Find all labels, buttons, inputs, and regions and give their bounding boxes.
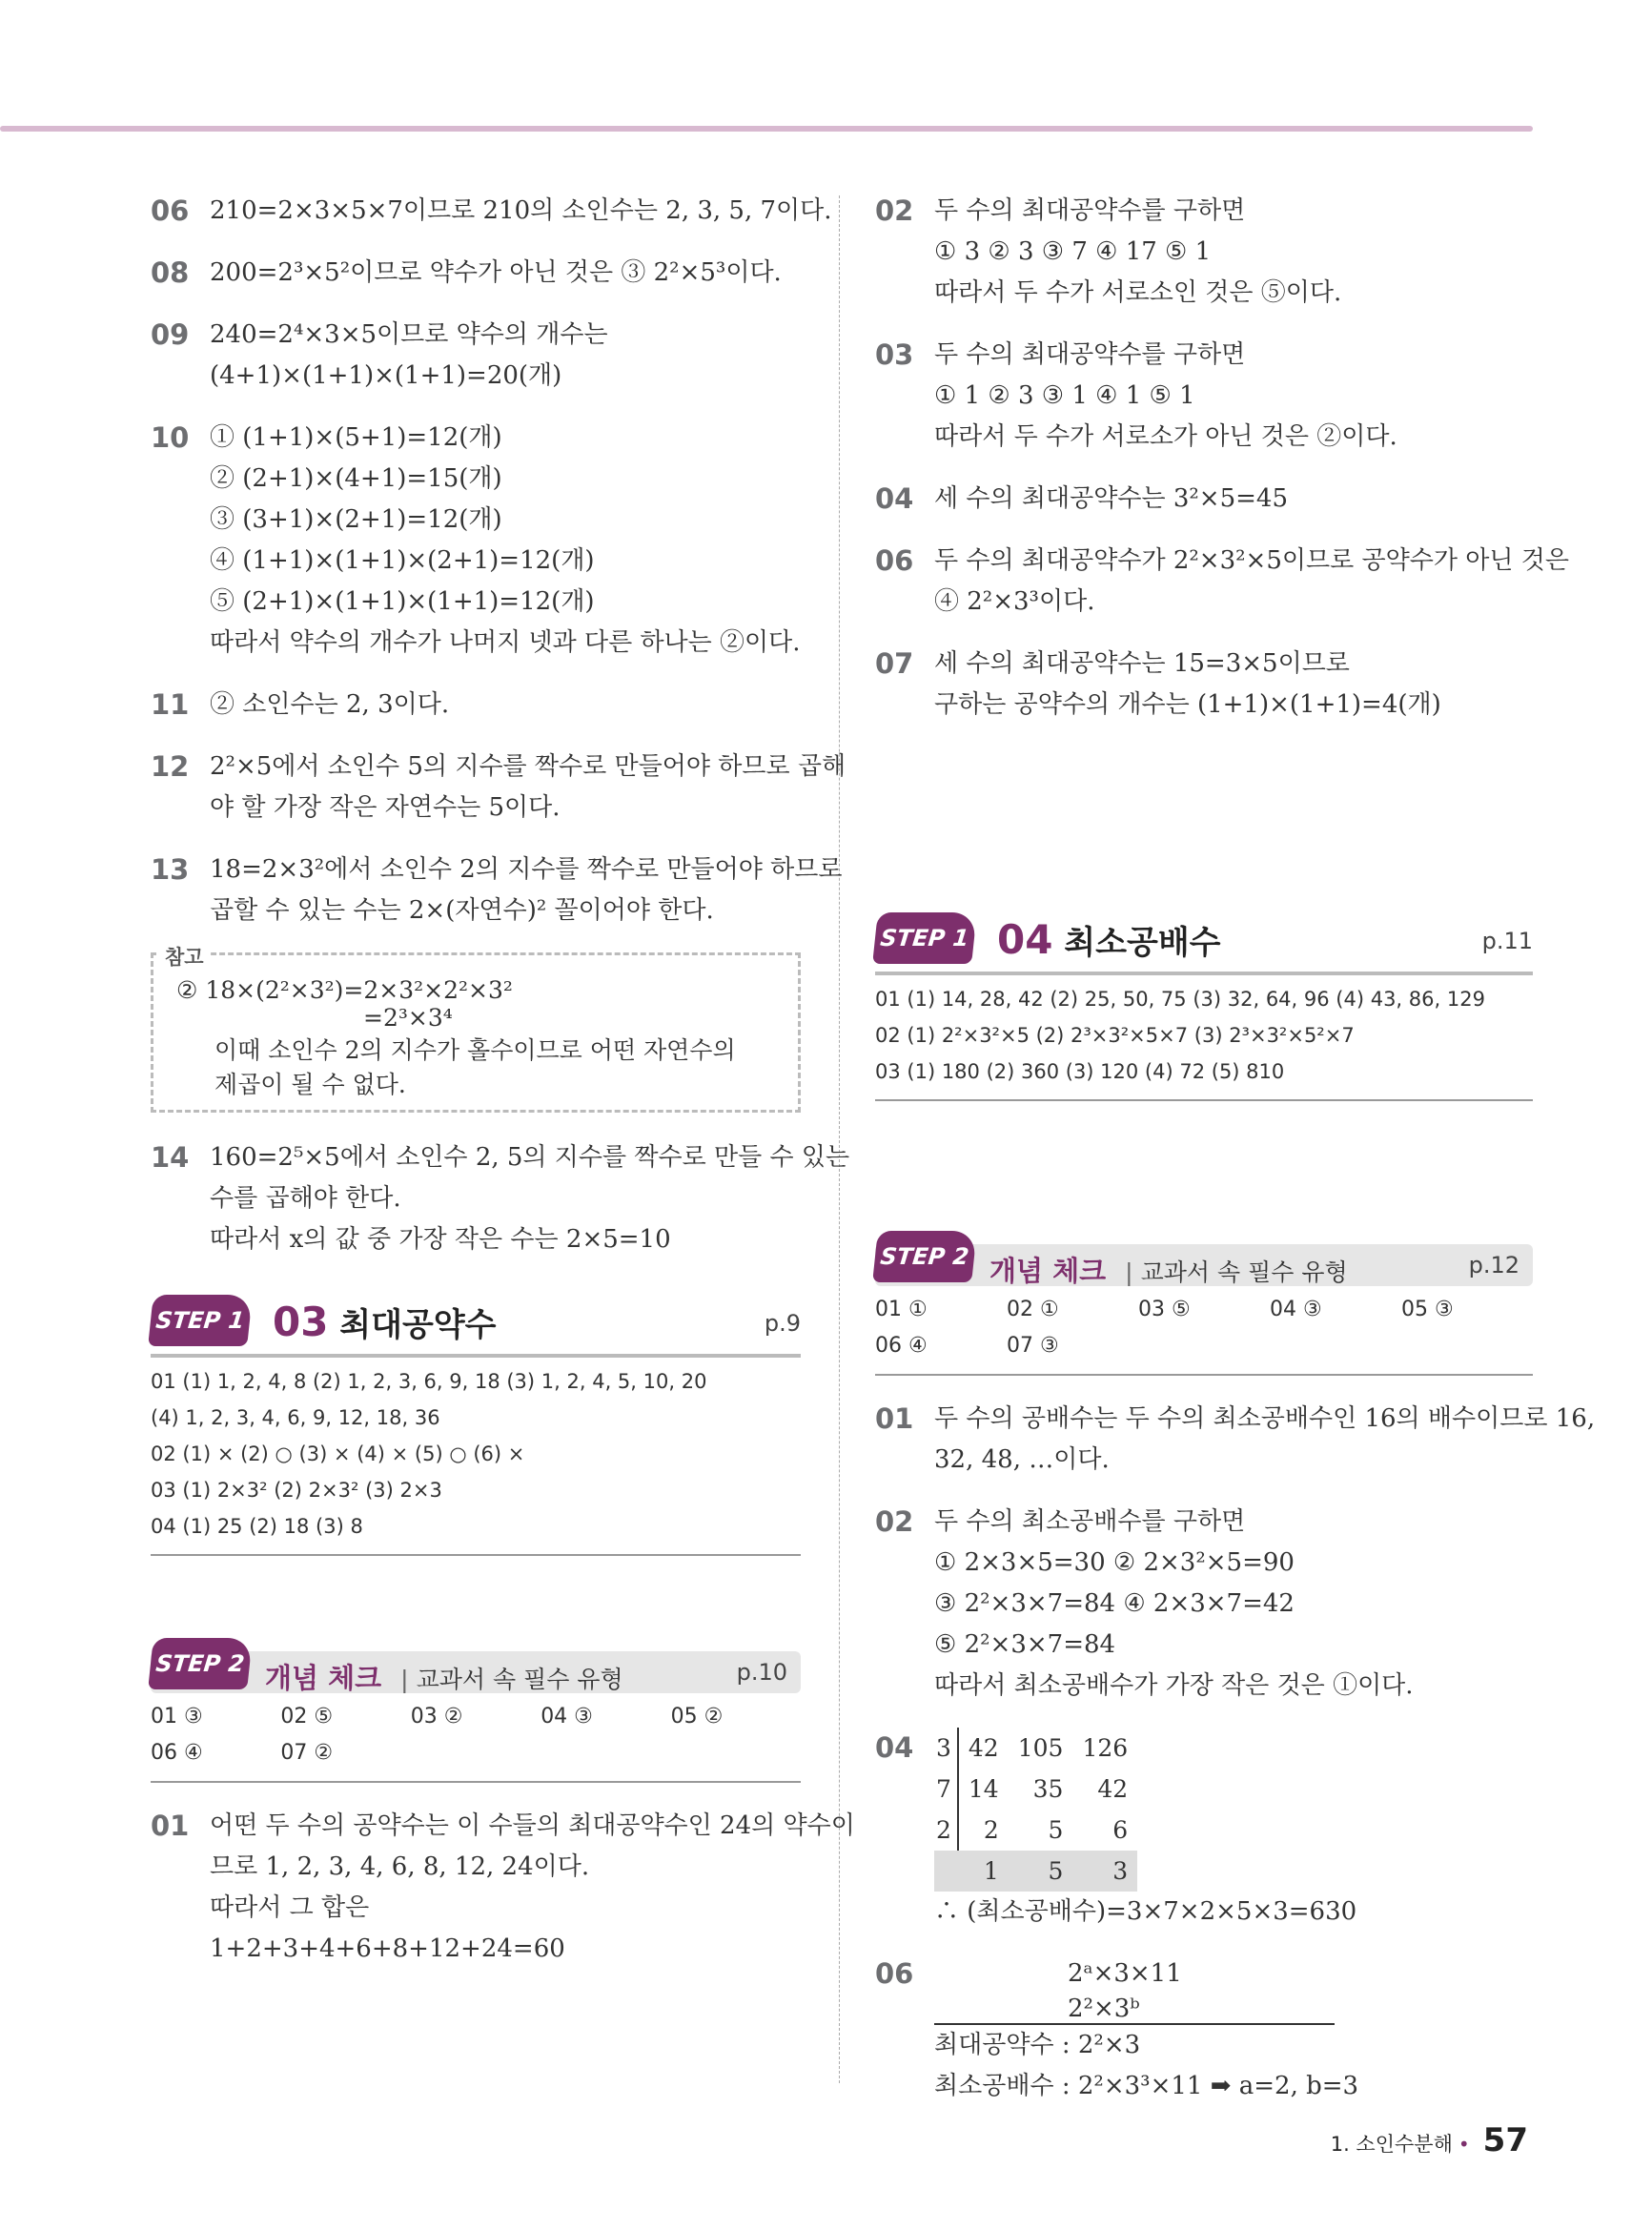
page-footer <box>1331 2121 1528 2159</box>
answer-line: 02 (1) 2²×3²×5 (2) 2³×3²×5×7 (3) 2³×3²×5²×7 <box>875 1024 1355 1047</box>
problem-line: 160=2⁵×5에서 소인수 2, 5의 지수를 짝수로 만들 수 있는 <box>210 1143 850 1172</box>
problem-line: 최소공배수 : 2²×3³×11 ➡ a=2, b=3 <box>934 2072 1359 2100</box>
problem-06 <box>151 191 832 232</box>
problem-number: 06 <box>151 194 190 227</box>
answer-item: 07 ③ <box>1007 1334 1059 1358</box>
answer-line: 02 (1) × (2) ○ (3) × (4) × (5) ○ (6) × <box>151 1442 525 1465</box>
answer-item: 01 ① <box>875 1298 928 1321</box>
problem-line: 2ᵃ×3×11 <box>1068 1959 1182 1988</box>
note-tag: 참고 <box>159 942 210 971</box>
problem-line: ② 소인수는 2, 3이다. <box>210 690 450 719</box>
problem-line: 두 수의 최대공약수를 구하면 <box>934 340 1246 369</box>
answer-item: 07 ② <box>280 1741 334 1765</box>
quotient-cell: 5 <box>1009 1851 1073 1892</box>
section-rule <box>875 972 1533 975</box>
section-page-ref: p.9 <box>764 1310 801 1337</box>
answer-item: 04 ③ <box>540 1705 593 1729</box>
problem-01 <box>151 1806 855 1970</box>
problem-number: 06 <box>875 1957 914 1990</box>
right-problems-2 <box>875 1399 1596 1707</box>
answer-item: 02 ① <box>1007 1298 1059 1321</box>
problem-line: 두 수의 최대공약수를 구하면 <box>934 196 1246 225</box>
problem-06 <box>875 1954 1533 2107</box>
page-number: 57 <box>1482 2121 1528 2159</box>
problem-04 <box>875 479 1533 520</box>
problem-number: 01 <box>875 1402 914 1435</box>
problem-line: ① 3 ② 3 ③ 7 ④ 17 ⑤ 1 <box>934 237 1212 266</box>
problem-14 <box>151 1137 850 1260</box>
answer-grid-04 <box>875 1286 1533 1376</box>
answer-line: 04 (1) 25 (2) 18 (3) 8 <box>151 1515 363 1538</box>
answer-list-04 <box>875 975 1533 1101</box>
problem-07 <box>875 644 1533 726</box>
problem-number: 04 <box>875 1731 914 1764</box>
step2-title: 개념 체크 | 교과서 속 필수 유형 <box>989 1255 1348 1287</box>
answer-item: 06 ④ <box>151 1741 203 1765</box>
divisor-cell: 7 <box>934 1769 958 1810</box>
problem-number: 01 <box>151 1810 190 1842</box>
problem-line: 어떤 두 수의 공약수는 이 수들의 최대공약수인 24의 약수이 <box>210 1811 855 1840</box>
answer-item: 02 ⑤ <box>280 1705 334 1729</box>
dividend-cell: 126 <box>1082 1734 1129 1762</box>
section-header-04 <box>875 907 1533 975</box>
problem-line: ③ 2²×3×7=84 ④ 2×3×7=42 <box>934 1589 1295 1618</box>
answer-line: (4) 1, 2, 3, 4, 6, 9, 12, 18, 36 <box>151 1406 440 1429</box>
problem-number: 02 <box>875 194 914 227</box>
section-header-04-step2 <box>875 1244 1533 1286</box>
problem-line: 따라서 그 합은 <box>210 1893 370 1922</box>
problem-number: 11 <box>151 688 190 721</box>
problem-03 <box>875 335 1533 458</box>
problem-line: 최대공약수 : 2²×3 <box>934 2031 1141 2059</box>
note-line: 제곱이 될 수 없다. <box>214 1071 406 1098</box>
problem-line: 2²×3ᵇ <box>934 1995 1335 2025</box>
problem-number: 12 <box>151 750 190 783</box>
section-title: 04 최소공배수 <box>997 916 1221 963</box>
problem-line: ① (1+1)×(5+1)=12(개) <box>210 423 502 452</box>
dividend-cell: 35 <box>1032 1775 1064 1803</box>
answer-item: 05 ② <box>670 1705 724 1729</box>
right-problems-1 <box>875 191 1569 726</box>
problem-number: 02 <box>875 1505 914 1538</box>
chapter-label: 1. 소인수분해 <box>1330 2133 1453 2156</box>
problem-line: ① 1 ② 3 ③ 1 ④ 1 ⑤ 1 <box>934 381 1195 410</box>
problem-08 <box>151 253 801 294</box>
problem-line: ∴ (최소공배수)=3×7×2×5×3=630 <box>934 1897 1357 1926</box>
problem-line: 두 수의 공배수는 두 수의 최소공배수인 16의 배수이므로 16, <box>934 1404 1596 1433</box>
problem-line: 18=2×3²에서 소인수 2의 지수를 짝수로 만들어야 하므로 <box>210 855 843 884</box>
problem-number: 08 <box>151 256 190 289</box>
left-problems-1 <box>151 191 846 931</box>
problem-line: 므로 1, 2, 3, 4, 6, 8, 12, 24이다. <box>210 1852 590 1881</box>
problem-line: 200=2³×5²이므로 약수가 아닌 것은 ③ 2²×5³이다. <box>210 258 782 287</box>
problem-line: 따라서 최소공배수가 가장 작은 것은 ①이다. <box>934 1671 1414 1700</box>
problem-line: ④ 2²×3³이다. <box>934 587 1095 616</box>
dividend-cell: 42 <box>1097 1775 1129 1803</box>
section-page-ref: p.11 <box>1481 928 1533 954</box>
note-line: ② 18×(2²×3²)=2×3²×2²×3² <box>176 976 513 1004</box>
problem-line: ⑤ 2²×3×7=84 <box>934 1630 1116 1659</box>
step-badge: STEP 1 <box>148 1295 253 1346</box>
dividend-cell: 6 <box>1112 1816 1129 1844</box>
step-badge: STEP 2 <box>148 1638 253 1689</box>
left-problems-3 <box>151 1806 855 1970</box>
section-rule <box>151 1354 801 1358</box>
problem-number: 10 <box>151 421 190 454</box>
problem-number: 06 <box>875 544 914 577</box>
section-header-03 <box>151 1289 801 1358</box>
problem-line: 따라서 약수의 개수가 나머지 넷과 다른 하나는 ②이다. <box>210 628 801 657</box>
column-divider <box>839 195 840 2083</box>
problem-number: 03 <box>875 338 914 371</box>
problem-line: ② (2+1)×(4+1)=15(개) <box>210 464 502 493</box>
problem-line: 두 수의 최대공약수가 2²×3²×5이므로 공약수가 아닌 것은 <box>934 546 1569 575</box>
dividend-cell: 42 <box>968 1734 999 1762</box>
problem-line: 1+2+3+4+6+8+12+24=60 <box>210 1934 565 1963</box>
problem-11 <box>151 685 801 726</box>
problem-12 <box>151 747 846 829</box>
answer-line: 03 (1) 2×3² (2) 2×3² (3) 2×3 <box>151 1479 442 1502</box>
dividend-cell: 2 <box>983 1816 999 1844</box>
answer-item: 06 ④ <box>875 1334 928 1358</box>
quotient-cell: 1 <box>958 1851 1009 1892</box>
top-rule <box>0 126 1533 132</box>
problem-line: 야 할 가장 작은 자연수는 5이다. <box>210 793 561 822</box>
dividend-cell: 14 <box>968 1775 999 1803</box>
answer-line: 01 (1) 14, 28, 42 (2) 25, 50, 75 (3) 32, 64, 96 (4) 43, 86, 129 <box>875 988 1485 1011</box>
problem-line: 210=2×3×5×7이므로 210의 소인수는 2, 3, 5, 7이다. <box>210 196 832 225</box>
problem-line: 세 수의 최대공약수는 15=3×5이므로 <box>934 649 1350 678</box>
right-column <box>875 191 1596 2128</box>
section-header-03-step2 <box>151 1651 801 1693</box>
note-box <box>151 946 801 1113</box>
ladder-division <box>934 1728 1137 1892</box>
note-line: 이때 소인수 2의 지수가 홀수이므로 어떤 자연수의 <box>214 1036 736 1064</box>
step-badge: STEP 2 <box>872 1231 977 1282</box>
problem-02 <box>875 191 1533 314</box>
problem-line: 따라서 두 수가 서로소인 것은 ⑤이다. <box>934 278 1342 307</box>
answer-item: 05 ③ <box>1401 1298 1454 1321</box>
answer-item: 01 ③ <box>151 1705 203 1729</box>
answer-list-03 <box>151 1358 801 1556</box>
step2-title: 개념 체크 | 교과서 속 필수 유형 <box>265 1662 623 1694</box>
problem-line: ⑤ (2+1)×(1+1)×(1+1)=12(개) <box>210 587 595 616</box>
problem-line: 곱할 수 있는 수는 2×(자연수)² 꼴이어야 한다. <box>210 896 714 925</box>
section-title: 03 최대공약수 <box>273 1299 497 1345</box>
answer-line: 03 (1) 180 (2) 360 (3) 120 (4) 72 (5) 810 <box>875 1060 1285 1083</box>
problem-line: 따라서 x의 값 중 가장 작은 수는 2×5=10 <box>210 1225 671 1254</box>
problem-number: 04 <box>875 482 914 515</box>
problem-number: 14 <box>151 1141 190 1174</box>
problem-line: 32, 48, …이다. <box>934 1445 1110 1474</box>
problem-number: 09 <box>151 318 190 351</box>
dividend-cell: 5 <box>1048 1816 1064 1844</box>
problem-line: ④ (1+1)×(1+1)×(2+1)=12(개) <box>210 546 595 575</box>
problem-13 <box>151 849 843 931</box>
problem-line: 구하는 공약수의 개수는 (1+1)×(1+1)=4(개) <box>934 690 1441 719</box>
problem-01 <box>875 1399 1596 1481</box>
section-page-ref: p.10 <box>736 1659 787 1686</box>
problem-02 <box>875 1502 1533 1707</box>
left-problems-2 <box>151 1137 850 1260</box>
step-badge: STEP 1 <box>872 912 977 964</box>
footer-dot: • <box>1458 2133 1470 2156</box>
problem-line: 수를 곱해야 한다. <box>210 1184 401 1213</box>
answer-grid-03 <box>151 1693 801 1783</box>
divisor-cell: 2 <box>934 1810 958 1851</box>
problem-04-division <box>875 1728 1533 1933</box>
left-column <box>151 191 855 1991</box>
answer-item: 04 ③ <box>1270 1298 1322 1321</box>
note-line: =2³×3⁴ <box>363 1004 453 1032</box>
problem-line: 두 수의 최소공배수를 구하면 <box>934 1507 1246 1536</box>
answer-item: 03 ⑤ <box>1138 1298 1191 1321</box>
dividend-cell: 105 <box>1017 1734 1064 1762</box>
problem-line: ③ (3+1)×(2+1)=12(개) <box>210 505 502 534</box>
quotient-cell: 3 <box>1072 1851 1137 1892</box>
empty-cell <box>934 1851 958 1892</box>
problem-line: 세 수의 최대공약수는 3²×5=45 <box>934 484 1288 513</box>
problem-number: 07 <box>875 647 914 680</box>
problem-line: ① 2×3×5=30 ② 2×3²×5=90 <box>934 1548 1295 1577</box>
problem-line: 240=2⁴×3×5이므로 약수의 개수는 <box>210 320 608 349</box>
divisor-cell: 3 <box>934 1728 958 1769</box>
problem-number: 13 <box>151 853 190 886</box>
problem-line: (4+1)×(1+1)×(1+1)=20(개) <box>210 361 562 390</box>
problem-10 <box>151 418 801 664</box>
problem-09 <box>151 315 801 397</box>
answer-item: 03 ② <box>410 1705 463 1729</box>
section-page-ref: p.12 <box>1468 1252 1519 1279</box>
problem-line: 2²×5에서 소인수 5의 지수를 짝수로 만들어야 하므로 곱해 <box>210 752 846 781</box>
problem-06 <box>875 541 1569 623</box>
problem-line: 따라서 두 수가 서로소가 아닌 것은 ②이다. <box>934 422 1397 451</box>
answer-line: 01 (1) 1, 2, 4, 8 (2) 1, 2, 3, 6, 9, 18 (3) 1, 2, 4, 5, 10, 20 <box>151 1370 707 1393</box>
